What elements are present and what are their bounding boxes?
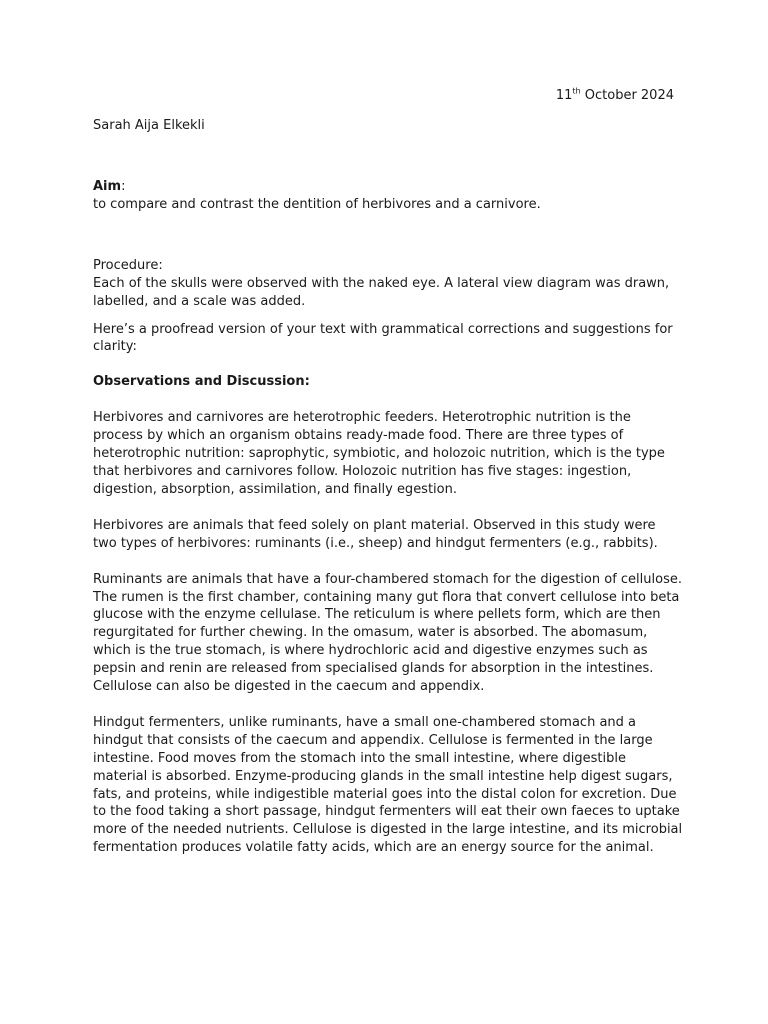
author-name: Sarah Aija Elkekli	[93, 118, 205, 133]
date-suffix: th	[572, 86, 581, 96]
aim-colon: :	[121, 179, 126, 194]
paragraph-ruminants: Ruminants are animals that have a four-chambered stomach for the digestion of cellulose. The rumen is the first chamber, containing many gut flora that convert cellulose into beta glucose with the enzyme cellulase. The reticulum is where pellets form, which are then regurgitated for further chewing. In the omasum, water is absorbed. The abomasum, which is the true stomach, is where hydrochloric acid and digestive enzymes such as pepsin and renin are released from specialised glands for absorption in the intestines. Cellulose can also be digested in the caecum and appendix.	[93, 571, 682, 695]
document-date	[556, 87, 674, 105]
observations-heading: Observations and Discussion:	[93, 374, 310, 390]
document-body	[93, 178, 683, 875]
date-month-year: October 2024	[580, 88, 674, 103]
paragraph-heterotrophic: Herbivores and carnivores are heterotrophic feeders. Heterotrophic nutrition is the process by which an organism obtains ready-made food. There are three types of heterotrophic nutrition: saprophytic, symbiotic, and holozoic nutrition, which is the type that herbivores and carnivores follow. Holozoic nutrition has five stages: ingestion, digestion, absorption, assimilation, and finally egestion.	[93, 410, 665, 497]
procedure-text: Each of the skulls were observed with the naked eye. A lateral view diagram was drawn, labelled, and a scale was added.	[93, 275, 670, 309]
aim-label: Aim	[93, 179, 122, 194]
paragraph-hindgut-fermenters: Hindgut fermenters, unlike ruminants, have a small one-chambered stomach and a hindgut that consists of the caecum and appendix. Cellulose is fermented in the large intestine. Food moves from the stomach into the small intestine, where digestible material is absorbed. Enzyme-producing glands in the small intestine help digest sugars, fats, and proteins, while indigestible material goes into the distal colon for excretion. Due to the food taking a short passage, hindgut fermenters will eat their own faeces to uptake more of the needed nutrients. Cellulose is digested in the large intestine, and its microbial fermentation produces volatile fatty acids, which are an energy source for the animal.	[93, 714, 683, 856]
procedure-heading: Procedure:	[93, 257, 163, 273]
date-day: 11	[555, 88, 573, 103]
aim-heading	[93, 178, 683, 196]
aim-text: to compare and contrast the dentition of herbivores and a carnivore.	[93, 196, 541, 212]
paragraph-herbivores: Herbivores are animals that feed solely on plant material. Observed in this study were two types of herbivores: ruminants (i.e., sheep) and hindgut fermenters (e.g., rabbits).	[93, 517, 658, 551]
proofread-note: Here’s a proofread version of your text with grammatical corrections and suggestions for clarity:	[93, 321, 673, 355]
